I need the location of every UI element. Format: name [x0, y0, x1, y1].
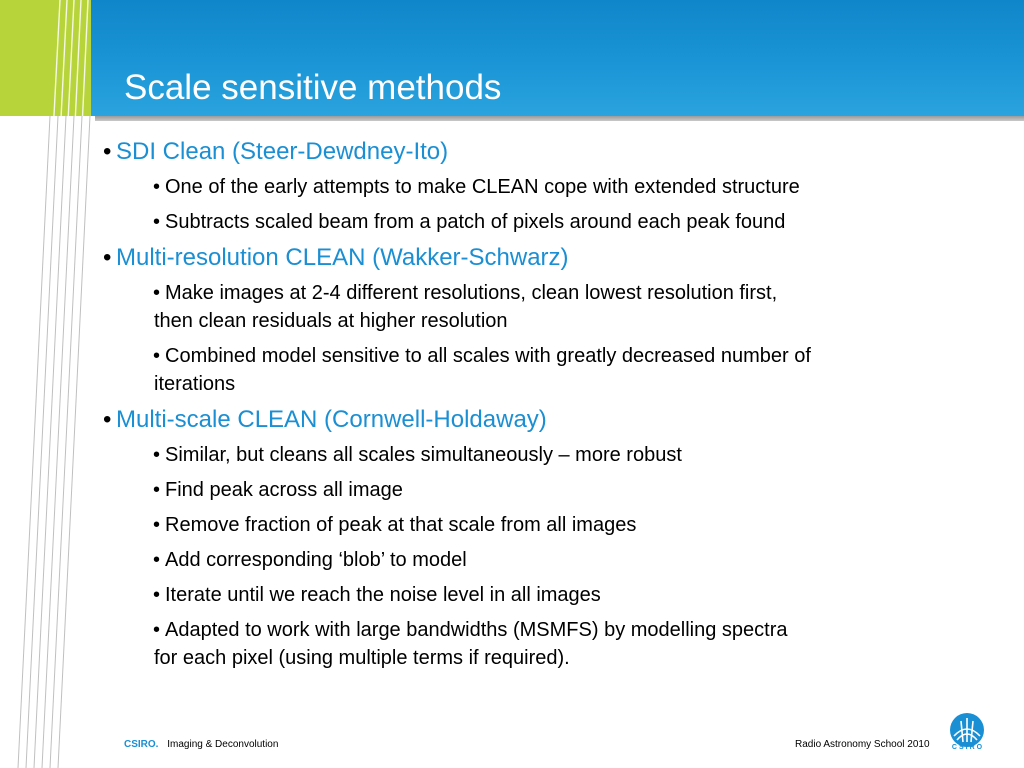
sub-bullet-text-continued: for each pixel (using multiple terms if required). [154, 647, 570, 669]
sub-bullet [103, 441, 963, 469]
bullet-item-multi-scale [103, 405, 963, 434]
bullet-icon: • [153, 514, 161, 536]
bullet-heading: Multi-scale CLEAN (Cornwell-Holdaway) [116, 406, 547, 433]
sub-bullet-text: Subtracts scaled beam from a patch of pixels around each peak found [165, 211, 786, 233]
sub-bullet [103, 616, 963, 672]
sub-bullet [103, 208, 963, 236]
bullet-item-multi-resolution [103, 243, 963, 272]
sub-bullet-text: Add corresponding ‘blob’ to model [165, 549, 467, 571]
footer-course: Imaging & Deconvolution [167, 739, 279, 750]
sub-bullet-text: Similar, but cleans all scales simultaneously – more robust [165, 444, 682, 466]
footer-brand: CSIRO. [124, 739, 159, 750]
sub-bullet [103, 279, 963, 335]
bullet-icon: • [153, 282, 161, 304]
decorative-stripes [0, 0, 100, 768]
sub-bullet [103, 511, 963, 539]
header-rule [95, 116, 1024, 121]
bullet-icon: • [153, 444, 161, 466]
bullet-icon: • [153, 584, 161, 606]
logo-wordmark: CSIRO [951, 744, 985, 751]
sub-bullet [103, 546, 963, 574]
sub-bullet-text: One of the early attempts to make CLEAN cope with extended structure [165, 176, 800, 198]
sub-bullet-text-continued: then clean residuals at higher resolution [154, 310, 508, 332]
sub-bullet [103, 173, 963, 201]
bullet-icon: • [103, 406, 112, 433]
bullet-icon: • [153, 345, 161, 367]
bullet-heading: SDI Clean (Steer-Dewdney-Ito) [116, 138, 449, 165]
bullet-icon: • [153, 176, 161, 198]
sub-bullet-text: Combined model sensitive to all scales with greatly decreased number of [165, 345, 811, 367]
sub-bullet [103, 342, 963, 398]
bullet-icon: • [153, 619, 161, 641]
slide-content [103, 137, 963, 679]
sub-bullet-text: Remove fraction of peak at that scale from all images [165, 514, 637, 536]
bullet-heading: Multi-resolution CLEAN (Wakker-Schwarz) [116, 244, 569, 271]
slide-title: Scale sensitive methods [124, 68, 502, 107]
bullet-item-sdi-clean [103, 137, 963, 166]
bullet-icon: • [153, 549, 161, 571]
sub-bullet-text: Find peak across all image [165, 479, 403, 501]
bullet-icon: • [153, 211, 161, 233]
bullet-icon: • [153, 479, 161, 501]
sub-bullet [103, 581, 963, 609]
sub-bullet [103, 476, 963, 504]
sub-bullet-text-continued: iterations [154, 373, 236, 395]
footer-event: Radio Astronomy School 2010 [795, 739, 930, 750]
bullet-icon: • [103, 138, 112, 165]
sub-bullet-text: Adapted to work with large bandwidths (MSMFS) by modelling spectra [165, 619, 788, 641]
sub-bullet-text: Make images at 2-4 different resolutions, clean lowest resolution first, [165, 282, 778, 304]
footer-left [124, 739, 278, 750]
bullet-icon: • [103, 244, 112, 271]
sub-bullet-text: Iterate until we reach the noise level in all images [165, 584, 601, 606]
